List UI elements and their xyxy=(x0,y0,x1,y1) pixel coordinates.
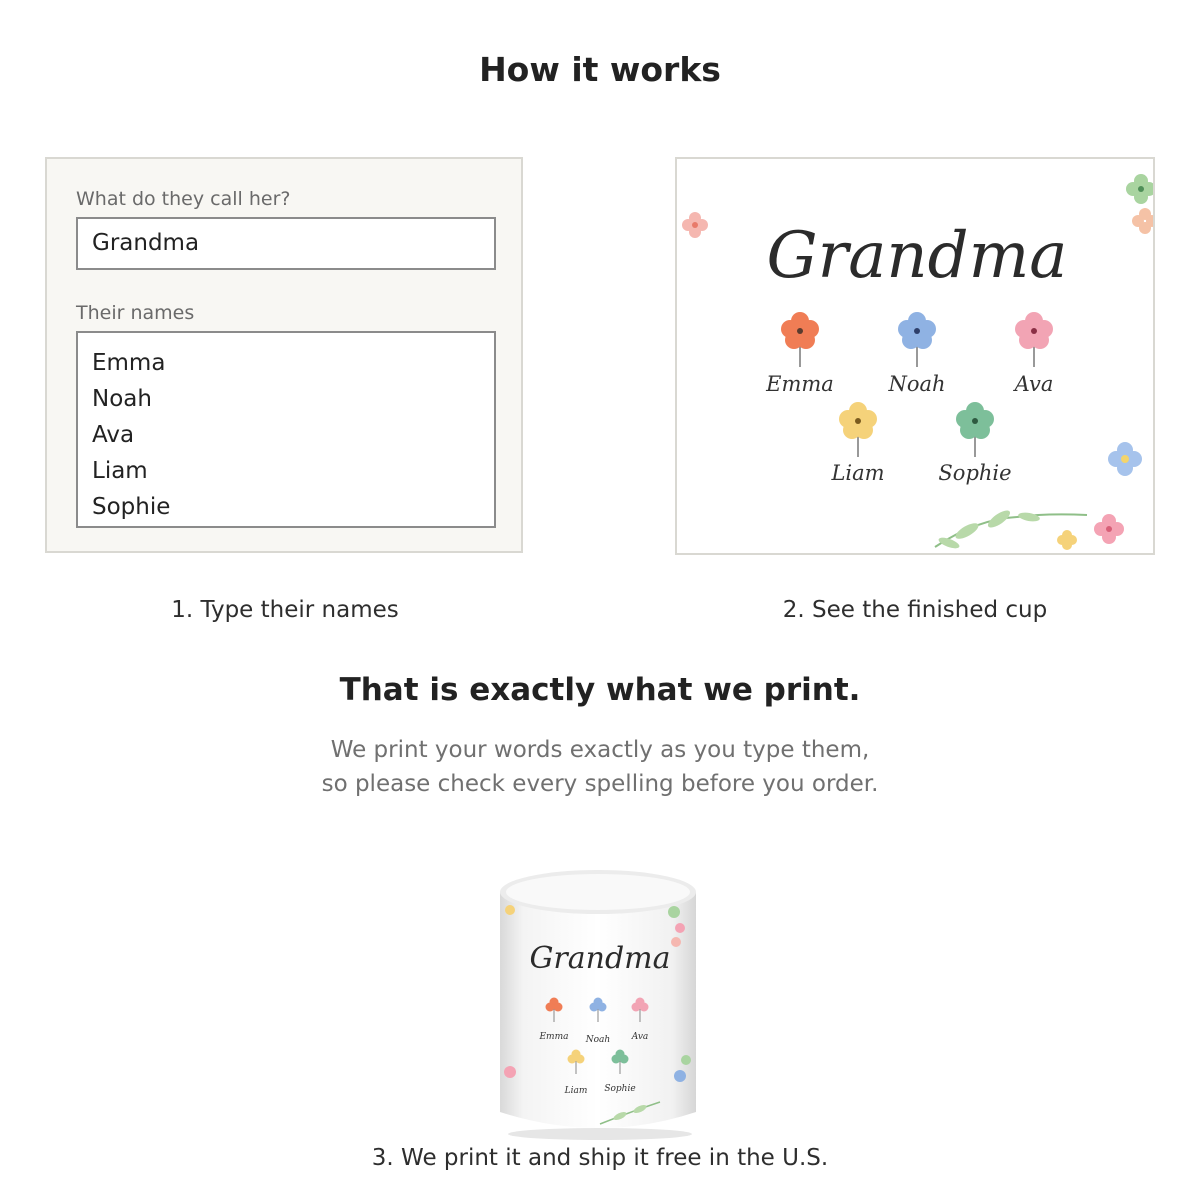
flower-icon xyxy=(839,402,877,457)
mug-flower-icon xyxy=(640,1003,649,1012)
mug-flower-icon xyxy=(598,1003,607,1012)
mug-flower-icon xyxy=(590,1003,599,1012)
name-line: Emma xyxy=(92,350,166,376)
preview-name: Noah xyxy=(888,372,946,396)
flower-icon xyxy=(898,312,936,367)
cup-preview xyxy=(675,157,1155,555)
name-line: Liam xyxy=(92,458,148,484)
mug-flower-icon xyxy=(620,1055,629,1064)
mug-name: Noah xyxy=(585,1035,611,1045)
step-2-caption: 2. See the finished cup xyxy=(782,597,1048,623)
flower-petal xyxy=(956,410,974,428)
preview-name: Emma xyxy=(766,372,834,396)
mug-name: Sophie xyxy=(604,1084,636,1094)
cup-preview-artwork xyxy=(677,159,1153,553)
print-heading: That is exactly what we print. xyxy=(339,672,861,708)
name-line: Sophie xyxy=(92,494,171,520)
flower-petal xyxy=(898,320,916,338)
mug-flower-icon xyxy=(612,1055,621,1064)
mug-flower-icon xyxy=(576,1055,585,1064)
name-line: Noah xyxy=(92,386,152,412)
names-field-label: Their names xyxy=(76,302,195,324)
print-note-line-1: We print your words exactly as you type them, xyxy=(330,737,870,763)
flower-petal xyxy=(839,410,857,428)
title-input[interactable]: Grandma xyxy=(76,217,496,270)
flower-icon xyxy=(956,402,994,457)
flower-icon xyxy=(781,312,819,367)
mug-flower-icon xyxy=(632,1003,641,1012)
flower-icon xyxy=(1015,312,1053,367)
preview-name: Liam xyxy=(831,461,885,485)
preview-name: Ava xyxy=(1014,372,1054,396)
flower-petal xyxy=(781,320,799,338)
title-field-label: What do they call her? xyxy=(76,188,291,210)
name-entry-form xyxy=(45,157,523,553)
page-title: How it works xyxy=(479,50,721,89)
mug-name: Emma xyxy=(539,1032,569,1042)
name-line: Ava xyxy=(92,422,135,448)
preview-name: Sophie xyxy=(938,461,1012,485)
print-note-line-2: so please check every spelling before you order. xyxy=(321,771,879,797)
mug-flower-icon xyxy=(546,1003,555,1012)
mug-title: Grandma xyxy=(529,941,671,976)
mug-name: Liam xyxy=(564,1086,588,1096)
names-textarea[interactable] xyxy=(76,331,496,528)
step-1-caption: 1. Type their names xyxy=(171,597,399,623)
flower-petal xyxy=(1015,320,1033,338)
mug-image xyxy=(490,862,710,1142)
mug-flower-icon xyxy=(568,1055,577,1064)
preview-title: Grandma xyxy=(766,219,1068,293)
step-3-caption: 3. We print it and ship it free in the U.S. xyxy=(371,1145,829,1171)
mug-name: Ava xyxy=(631,1032,649,1042)
mug-flower-icon xyxy=(554,1003,563,1012)
